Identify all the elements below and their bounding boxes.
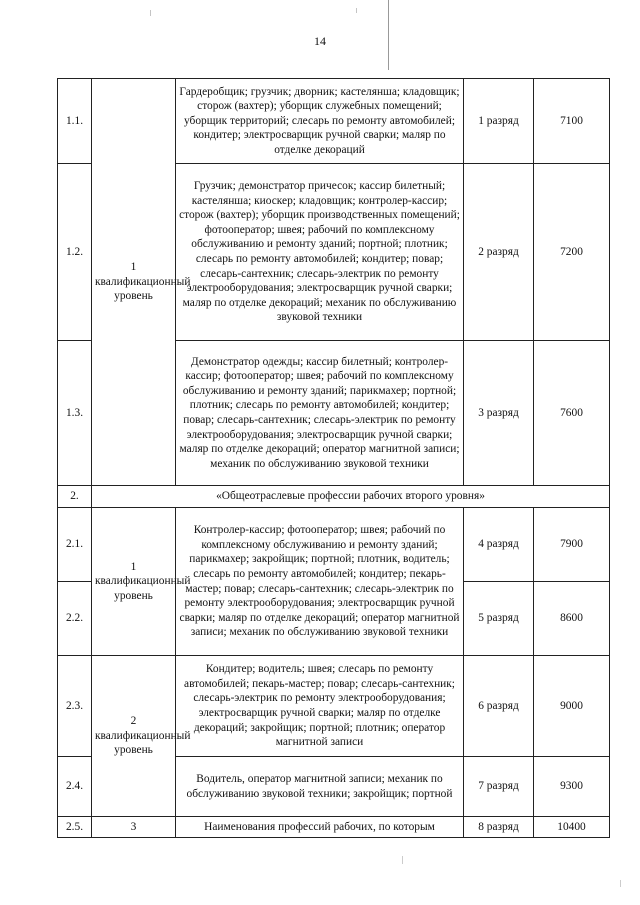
professions-cell: Кондитер; водитель; швея; слесарь по ремонту автомобилей; пекарь-мастер; повар; слесарь-сантехник; слесарь-электрик по ремонту электрооборудования; электросварщик ручной сварки; маляр по отделке декораций; закройщик; портной; плотник; оператор магнитной записи [176,656,464,757]
grade-cell: 8 разряд [464,817,534,838]
grade-cell: 3 разряд [464,341,534,486]
scan-artifact [388,0,389,70]
scan-artifact [356,8,357,13]
salary-cell: 7200 [534,164,610,341]
row-number: 1.2. [58,164,92,341]
wage-table [57,78,610,838]
row-number: 2.1. [58,508,92,582]
section-title: «Общеотраслевые профессии рабочих второго уровня» [92,486,610,508]
professions-cell: Грузчик; демонстратор причесок; кассир билетный; кастелянша; киоскер; кладовщик; контролер-кассир; сторож (вахтер); уборщик производственных помещений; фотооператор; швея; рабочий по комплексному обслуживанию и ремонту зданий; портной; плотник; слесарь по ремонту автомобилей; кондитер; повар; слесарь-сантехник; слесарь-электрик по ремонту электрооборудования; электросварщик ручной сварки; маляр по отделке декораций; механик по обслуживанию звуковой техники [176,164,464,341]
row-number: 1.1. [58,79,92,164]
salary-cell: 10400 [534,817,610,838]
grade-cell: 5 разряд [464,582,534,656]
table-row [58,79,610,164]
page-number: 14 [314,34,326,48]
grade-cell: 4 разряд [464,508,534,582]
professions-cell: Контролер-кассир; фотооператор; швея; рабочий по комплексному обслуживанию и ремонту зданий; парикмахер; закройщик; портной; плотник, водитель; слесарь по ремонту автомобилей; кондитер; пекарь-мастер; повар; слесарь-сантехник; слесарь-электрик по ремонту электрооборудования; электросварщик ручной сварки; маляр по отделке декораций; оператор магнитной записи; механик по обслуживанию звуковой техники [176,508,464,656]
professions-cell: Демонстратор одежды; кассир билетный; контролер-кассир; фотооператор; швея; рабочий по комплексному обслуживанию и ремонту зданий; парикмахер; портной; плотник; слесарь по ремонту автомобилей; кондитер; повар; слесарь-сантехник; слесарь-электрик по ремонту электрооборудования; электросварщик ручной сварки; маляр по отделке декораций; оператор магнитной записи; механик по обслуживанию звуковой техники [176,341,464,486]
grade-cell: 6 разряд [464,656,534,757]
salary-cell: 8600 [534,582,610,656]
salary-cell: 7100 [534,79,610,164]
salary-cell: 9300 [534,757,610,817]
scan-artifact [402,856,403,864]
grade-cell: 7 разряд [464,757,534,817]
row-number: 2.5. [58,817,92,838]
table-row [58,656,610,757]
professions-cell: Гардеробщик; грузчик; дворник; кастелянша; кладовщик; сторож (вахтер); уборщик служебных помещений; уборщик территорий; слесарь по ремонту автомобилей; кондитер; электросварщик ручной сварки; маляр по отделке декораций [176,79,464,164]
qualification-level: 1 квалификационный уровень [92,79,176,486]
row-number: 2.2. [58,582,92,656]
section-row [58,486,610,508]
grade-cell: 2 разряд [464,164,534,341]
professions-cell: Наименования профессий рабочих, по которым [176,817,464,838]
row-number: 2.3. [58,656,92,757]
salary-cell: 7900 [534,508,610,582]
scan-artifact [150,10,151,16]
row-number: 1.3. [58,341,92,486]
qualification-level: 2 квалификационный уровень [92,656,176,817]
qualification-level: 3 [92,817,176,838]
salary-cell: 9000 [534,656,610,757]
professions-cell: Водитель, оператор магнитной записи; механик по обслуживанию звуковой техники; закройщик; портной [176,757,464,817]
section-number: 2. [58,486,92,508]
qualification-level: 1 квалификационный уровень [92,508,176,656]
table-row [58,508,610,582]
table-row [58,817,610,838]
grade-cell: 1 разряд [464,79,534,164]
row-number: 2.4. [58,757,92,817]
salary-cell: 7600 [534,341,610,486]
scan-artifact [620,880,621,887]
